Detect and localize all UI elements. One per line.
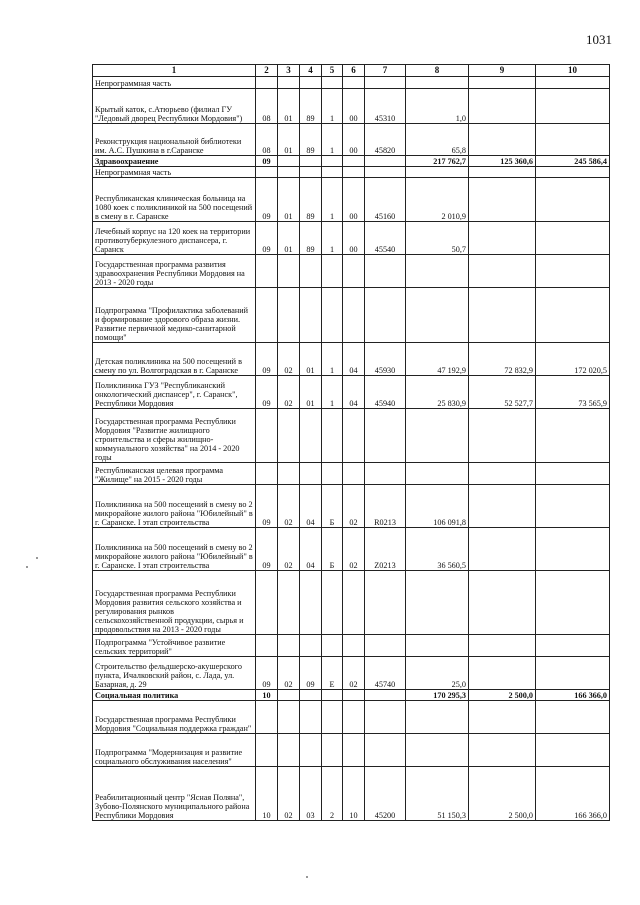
row-name: Строительство фельдшерско-акушерского пункта, Ичалковский район, с. Лада, ул. Базарная, д. 29 bbox=[93, 657, 256, 690]
row-name: Подпрограмма "Модернизация и развитие социального обслуживания населения" bbox=[93, 734, 256, 767]
cell-c6 bbox=[343, 77, 365, 89]
table-row bbox=[93, 485, 610, 528]
cell-c4: 89 bbox=[300, 222, 322, 255]
cell-c2 bbox=[256, 288, 278, 343]
cell-c5: Б bbox=[322, 485, 343, 528]
cell-c6: 02 bbox=[343, 528, 365, 571]
cell-c2: 10 bbox=[256, 690, 278, 701]
scan-speck bbox=[36, 557, 38, 559]
cell-c6: 02 bbox=[343, 485, 365, 528]
cell-c6: 00 bbox=[343, 124, 365, 156]
table-row bbox=[93, 89, 610, 124]
cell-c5: 2 bbox=[322, 767, 343, 821]
cell-c4 bbox=[300, 734, 322, 767]
cell-c6 bbox=[343, 571, 365, 635]
cell-c8 bbox=[406, 571, 469, 635]
cell-c10 bbox=[536, 734, 610, 767]
cell-c8 bbox=[406, 463, 469, 485]
column-header: 8 bbox=[406, 65, 469, 77]
cell-c4: 89 bbox=[300, 124, 322, 156]
cell-c2: 09 bbox=[256, 178, 278, 222]
cell-c7 bbox=[365, 255, 406, 288]
table-row bbox=[93, 222, 610, 255]
cell-c2 bbox=[256, 571, 278, 635]
table-row bbox=[93, 528, 610, 571]
cell-c6: 00 bbox=[343, 178, 365, 222]
cell-c10 bbox=[536, 571, 610, 635]
row-name: Поликлиника ГУЗ "Республиканский онкологический диспансер", г. Саранск", Республики Мордовия bbox=[93, 376, 256, 409]
cell-c2 bbox=[256, 701, 278, 734]
cell-c10 bbox=[536, 255, 610, 288]
row-name: Поликлиника на 500 посещений в смену во 2 микрорайоне жилого района "Юбилейный" в г. Саранске. I этап строительства bbox=[93, 485, 256, 528]
cell-c2: 09 bbox=[256, 657, 278, 690]
cell-c3 bbox=[278, 167, 300, 178]
cell-c8 bbox=[406, 255, 469, 288]
cell-c5: 1 bbox=[322, 89, 343, 124]
column-header: 6 bbox=[343, 65, 365, 77]
cell-c10 bbox=[536, 635, 610, 657]
cell-c5 bbox=[322, 635, 343, 657]
cell-c6 bbox=[343, 156, 365, 167]
cell-c4: 01 bbox=[300, 343, 322, 376]
row-name: Реконструкция национальной библиотеки им. А.С. Пушкина в г.Саранске bbox=[93, 124, 256, 156]
cell-c4 bbox=[300, 156, 322, 167]
cell-c10 bbox=[536, 222, 610, 255]
row-name: Подпрограмма "Профилактика заболеваний и формирование здорового образа жизни. Развитие первичной медико-санитарной помощи" bbox=[93, 288, 256, 343]
cell-c3: 02 bbox=[278, 343, 300, 376]
cell-c4 bbox=[300, 635, 322, 657]
cell-c10: 73 565,9 bbox=[536, 376, 610, 409]
cell-c7 bbox=[365, 635, 406, 657]
cell-c7: 45540 bbox=[365, 222, 406, 255]
cell-c9: 52 527,7 bbox=[469, 376, 536, 409]
cell-c7: 45310 bbox=[365, 89, 406, 124]
cell-c8: 36 560,5 bbox=[406, 528, 469, 571]
cell-c9 bbox=[469, 77, 536, 89]
cell-c3: 02 bbox=[278, 485, 300, 528]
cell-c5: 1 bbox=[322, 343, 343, 376]
cell-c7: 45200 bbox=[365, 767, 406, 821]
cell-c9 bbox=[469, 463, 536, 485]
cell-c9 bbox=[469, 178, 536, 222]
table-row bbox=[93, 657, 610, 690]
column-header: 7 bbox=[365, 65, 406, 77]
cell-c10 bbox=[536, 528, 610, 571]
row-name: Государственная программа Республики Мордовия развития сельского хозяйства и регулирования рынков сельскохозяйственной продукции, сырья и продовольствия на 2013 - 2020 годы bbox=[93, 571, 256, 635]
section-row bbox=[93, 156, 610, 167]
table-row bbox=[93, 167, 610, 178]
cell-c8 bbox=[406, 167, 469, 178]
cell-c5: 1 bbox=[322, 222, 343, 255]
cell-c3: 02 bbox=[278, 767, 300, 821]
scan-speck bbox=[26, 566, 28, 568]
cell-c9 bbox=[469, 734, 536, 767]
cell-c2: 09 bbox=[256, 528, 278, 571]
cell-c3 bbox=[278, 701, 300, 734]
cell-c7 bbox=[365, 156, 406, 167]
cell-c8: 51 150,3 bbox=[406, 767, 469, 821]
cell-c7: 45740 bbox=[365, 657, 406, 690]
cell-c2: 10 bbox=[256, 767, 278, 821]
cell-c9 bbox=[469, 167, 536, 178]
table-row bbox=[93, 635, 610, 657]
cell-c6 bbox=[343, 690, 365, 701]
table-row bbox=[93, 376, 610, 409]
cell-c6 bbox=[343, 635, 365, 657]
cell-c8 bbox=[406, 734, 469, 767]
cell-c5: 1 bbox=[322, 376, 343, 409]
cell-c3 bbox=[278, 156, 300, 167]
cell-c2: 09 bbox=[256, 485, 278, 528]
cell-c7 bbox=[365, 77, 406, 89]
cell-c8 bbox=[406, 77, 469, 89]
cell-c5 bbox=[322, 463, 343, 485]
cell-c7: 45930 bbox=[365, 343, 406, 376]
cell-c10: 245 586,4 bbox=[536, 156, 610, 167]
cell-c10 bbox=[536, 288, 610, 343]
row-name: Лечебный корпус на 120 коек на территории противотуберкулезного диспансера, г. Саранск bbox=[93, 222, 256, 255]
cell-c9: 2 500,0 bbox=[469, 690, 536, 701]
row-name: Реабилитационный центр "Ясная Поляна", Зубово-Полянского муниципального района Республики Мордовия bbox=[93, 767, 256, 821]
cell-c3: 02 bbox=[278, 376, 300, 409]
cell-c4 bbox=[300, 409, 322, 463]
cell-c5 bbox=[322, 409, 343, 463]
cell-c2: 09 bbox=[256, 156, 278, 167]
cell-c6 bbox=[343, 701, 365, 734]
cell-c5: Е bbox=[322, 657, 343, 690]
cell-c6: 00 bbox=[343, 89, 365, 124]
cell-c9 bbox=[469, 255, 536, 288]
cell-c9: 72 832,9 bbox=[469, 343, 536, 376]
cell-c9 bbox=[469, 701, 536, 734]
cell-c3 bbox=[278, 571, 300, 635]
cell-c2 bbox=[256, 463, 278, 485]
cell-c5 bbox=[322, 288, 343, 343]
cell-c7 bbox=[365, 167, 406, 178]
column-header: 2 bbox=[256, 65, 278, 77]
cell-c7 bbox=[365, 571, 406, 635]
cell-c10 bbox=[536, 701, 610, 734]
cell-c4 bbox=[300, 255, 322, 288]
cell-c10: 172 020,5 bbox=[536, 343, 610, 376]
cell-c6 bbox=[343, 288, 365, 343]
cell-c4 bbox=[300, 167, 322, 178]
column-header: 4 bbox=[300, 65, 322, 77]
cell-c10 bbox=[536, 178, 610, 222]
column-header: 3 bbox=[278, 65, 300, 77]
cell-c8: 106 091,8 bbox=[406, 485, 469, 528]
cell-c2 bbox=[256, 409, 278, 463]
cell-c4 bbox=[300, 571, 322, 635]
cell-c5 bbox=[322, 255, 343, 288]
table-row bbox=[93, 767, 610, 821]
cell-c3 bbox=[278, 463, 300, 485]
row-name: Социальная политика bbox=[93, 690, 256, 701]
cell-c5: 1 bbox=[322, 178, 343, 222]
cell-c8: 50,7 bbox=[406, 222, 469, 255]
cell-c4: 04 bbox=[300, 485, 322, 528]
cell-c5 bbox=[322, 571, 343, 635]
cell-c5 bbox=[322, 734, 343, 767]
cell-c3 bbox=[278, 288, 300, 343]
cell-c8: 1,0 bbox=[406, 89, 469, 124]
cell-c6 bbox=[343, 167, 365, 178]
header-row bbox=[93, 65, 610, 77]
cell-c4 bbox=[300, 288, 322, 343]
cell-c9 bbox=[469, 635, 536, 657]
cell-c10 bbox=[536, 124, 610, 156]
cell-c9 bbox=[469, 222, 536, 255]
table-row bbox=[93, 178, 610, 222]
cell-c6 bbox=[343, 255, 365, 288]
cell-c3 bbox=[278, 635, 300, 657]
cell-c4: 89 bbox=[300, 178, 322, 222]
cell-c5 bbox=[322, 690, 343, 701]
row-name: Непрограммная часть bbox=[93, 167, 256, 178]
cell-c8: 170 295,3 bbox=[406, 690, 469, 701]
cell-c3 bbox=[278, 255, 300, 288]
cell-c5 bbox=[322, 156, 343, 167]
table-row bbox=[93, 409, 610, 463]
cell-c7 bbox=[365, 409, 406, 463]
cell-c6: 04 bbox=[343, 376, 365, 409]
row-name: Государственная программа развития здравоохранения Республики Мордовия на 2013 - 2020 годы bbox=[93, 255, 256, 288]
cell-c6: 02 bbox=[343, 657, 365, 690]
cell-c5 bbox=[322, 701, 343, 734]
row-name: Подпрограмма "Устойчивое развитие сельских территорий" bbox=[93, 635, 256, 657]
cell-c2: 09 bbox=[256, 376, 278, 409]
column-header: 1 bbox=[93, 65, 256, 77]
cell-c3: 01 bbox=[278, 178, 300, 222]
cell-c2: 09 bbox=[256, 343, 278, 376]
cell-c8: 25,0 bbox=[406, 657, 469, 690]
cell-c9 bbox=[469, 528, 536, 571]
cell-c6 bbox=[343, 734, 365, 767]
table-row bbox=[93, 463, 610, 485]
cell-c9 bbox=[469, 485, 536, 528]
table-row bbox=[93, 124, 610, 156]
scan-speck bbox=[306, 876, 308, 878]
cell-c10 bbox=[536, 409, 610, 463]
row-name: Здравоохранение bbox=[93, 156, 256, 167]
cell-c2: 08 bbox=[256, 124, 278, 156]
cell-c3 bbox=[278, 409, 300, 463]
cell-c7 bbox=[365, 690, 406, 701]
cell-c3: 01 bbox=[278, 89, 300, 124]
cell-c7: 45160 bbox=[365, 178, 406, 222]
cell-c2 bbox=[256, 77, 278, 89]
cell-c3: 02 bbox=[278, 528, 300, 571]
cell-c8 bbox=[406, 701, 469, 734]
cell-c10 bbox=[536, 485, 610, 528]
cell-c4: 09 bbox=[300, 657, 322, 690]
row-name: Государственная программа Республики Мордовия "Развитие жилищного строительства и сферы жилищно-коммунального хозяйства" на 2014 - 2020 годы bbox=[93, 409, 256, 463]
cell-c10 bbox=[536, 167, 610, 178]
cell-c4 bbox=[300, 701, 322, 734]
cell-c4: 89 bbox=[300, 89, 322, 124]
cell-c3: 01 bbox=[278, 222, 300, 255]
row-name: Государственная программа Республики Мордовия "Социальная поддержка граждан" bbox=[93, 701, 256, 734]
cell-c8 bbox=[406, 288, 469, 343]
page-number: 1031 bbox=[586, 32, 612, 47]
cell-c10: 166 366,0 bbox=[536, 767, 610, 821]
table-row bbox=[93, 571, 610, 635]
row-name: Республиканская целевая программа "Жилище" на 2015 - 2020 годы bbox=[93, 463, 256, 485]
table-row bbox=[93, 701, 610, 734]
cell-c9: 125 360,6 bbox=[469, 156, 536, 167]
cell-c4 bbox=[300, 77, 322, 89]
cell-c8: 217 762,7 bbox=[406, 156, 469, 167]
cell-c2 bbox=[256, 167, 278, 178]
cell-c10 bbox=[536, 89, 610, 124]
cell-c8: 47 192,9 bbox=[406, 343, 469, 376]
cell-c9: 2 500,0 bbox=[469, 767, 536, 821]
cell-c7: R0213 bbox=[365, 485, 406, 528]
row-name: Крытый каток, с.Атюрьево (филиал ГУ "Ледовый дворец Республики Мордовия") bbox=[93, 89, 256, 124]
cell-c8 bbox=[406, 635, 469, 657]
cell-c10 bbox=[536, 657, 610, 690]
row-name: Непрограммная часть bbox=[93, 77, 256, 89]
cell-c8: 2 010,9 bbox=[406, 178, 469, 222]
cell-c2: 09 bbox=[256, 222, 278, 255]
cell-c4: 01 bbox=[300, 376, 322, 409]
cell-c6: 10 bbox=[343, 767, 365, 821]
cell-c6 bbox=[343, 409, 365, 463]
table-row bbox=[93, 734, 610, 767]
column-header: 5 bbox=[322, 65, 343, 77]
cell-c4: 04 bbox=[300, 528, 322, 571]
cell-c7: Z0213 bbox=[365, 528, 406, 571]
cell-c7: 45820 bbox=[365, 124, 406, 156]
cell-c7 bbox=[365, 734, 406, 767]
cell-c8: 25 830,9 bbox=[406, 376, 469, 409]
table-row bbox=[93, 288, 610, 343]
cell-c9 bbox=[469, 657, 536, 690]
table-body bbox=[93, 77, 610, 821]
cell-c9 bbox=[469, 288, 536, 343]
cell-c7 bbox=[365, 288, 406, 343]
column-header: 10 bbox=[536, 65, 610, 77]
cell-c3: 02 bbox=[278, 657, 300, 690]
cell-c9 bbox=[469, 571, 536, 635]
cell-c3 bbox=[278, 77, 300, 89]
cell-c6: 00 bbox=[343, 222, 365, 255]
section-row bbox=[93, 690, 610, 701]
row-name: Детская поликлиника на 500 посещений в смену по ул. Волгоградская в г. Саранске bbox=[93, 343, 256, 376]
cell-c4: 03 bbox=[300, 767, 322, 821]
cell-c6 bbox=[343, 463, 365, 485]
cell-c8 bbox=[406, 409, 469, 463]
cell-c7 bbox=[365, 463, 406, 485]
cell-c9 bbox=[469, 409, 536, 463]
table-row bbox=[93, 255, 610, 288]
cell-c2 bbox=[256, 635, 278, 657]
cell-c5: 1 bbox=[322, 124, 343, 156]
cell-c3 bbox=[278, 734, 300, 767]
cell-c4 bbox=[300, 463, 322, 485]
budget-table bbox=[92, 64, 610, 821]
cell-c2: 08 bbox=[256, 89, 278, 124]
cell-c5 bbox=[322, 77, 343, 89]
cell-c6: 04 bbox=[343, 343, 365, 376]
cell-c8: 65,8 bbox=[406, 124, 469, 156]
cell-c10 bbox=[536, 77, 610, 89]
cell-c10 bbox=[536, 463, 610, 485]
row-name: Республиканская клиническая больница на 1080 коек с поликлиникой на 500 посещений в смену в г. Саранске bbox=[93, 178, 256, 222]
table-row bbox=[93, 77, 610, 89]
cell-c5: Б bbox=[322, 528, 343, 571]
cell-c4 bbox=[300, 690, 322, 701]
row-name: Поликлиника на 500 посещений в смену во 2 микрорайоне жилого района "Юбилейный" в г. Саранске. I этап строительства bbox=[93, 528, 256, 571]
cell-c5 bbox=[322, 167, 343, 178]
cell-c2 bbox=[256, 255, 278, 288]
table-row bbox=[93, 343, 610, 376]
cell-c2 bbox=[256, 734, 278, 767]
cell-c9 bbox=[469, 89, 536, 124]
cell-c3: 01 bbox=[278, 124, 300, 156]
cell-c9 bbox=[469, 124, 536, 156]
cell-c3 bbox=[278, 690, 300, 701]
cell-c7: 45940 bbox=[365, 376, 406, 409]
column-header: 9 bbox=[469, 65, 536, 77]
cell-c10: 166 366,0 bbox=[536, 690, 610, 701]
cell-c7 bbox=[365, 701, 406, 734]
